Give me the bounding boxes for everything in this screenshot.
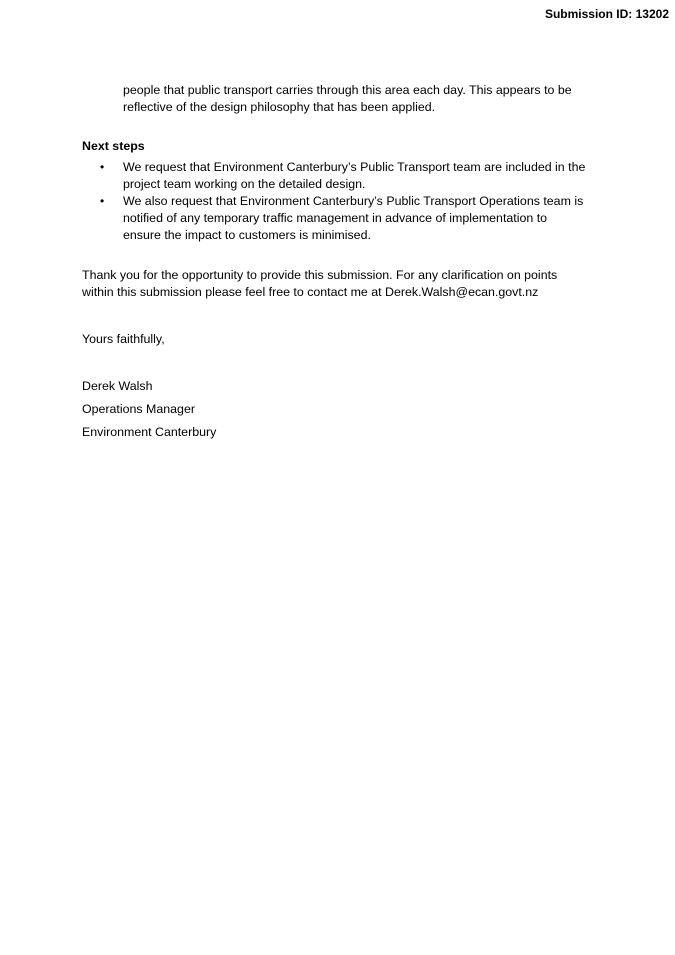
list-item-text-line: We request that Environment Canterbury’s Public Transport team are included in the [123, 160, 586, 174]
list-item-text-line: notified of any temporary traffic management in advance of implementation to [123, 211, 548, 225]
list-item-text-line: We also request that Environment Canterbury’s Public Transport Operations team is [123, 194, 584, 208]
thanks-text-line: Thank you for the opportunity to provide this submission. For any clarification on points [82, 268, 558, 282]
signatory-title: Operations Manager [82, 402, 195, 416]
list-item-text-line: ensure the impact to customers is minimised. [123, 228, 371, 242]
list-item-text-line: project team working on the detailed design. [123, 177, 366, 191]
signatory-organisation: Environment Canterbury [82, 425, 217, 439]
submission-id: Submission ID: 13202 [544, 7, 669, 21]
next-steps-list [82, 159, 612, 244]
list-item [82, 159, 612, 193]
bullet-icon: • [100, 194, 105, 208]
document-page [82, 82, 612, 441]
thanks-text-line: within this submission please feel free to contact me at Derek.Walsh@ecan.govt.nz [82, 285, 539, 299]
bullet-icon: • [100, 160, 105, 174]
continued-text-line: reflective of the design philosophy that has been applied. [123, 100, 436, 114]
thanks-paragraph [82, 267, 612, 301]
continued-text-line: people that public transport carries through this area each day. This appears to be [123, 83, 572, 97]
closing-salutation: Yours faithfully, [82, 332, 165, 346]
continued-paragraph [82, 82, 612, 116]
next-steps-heading: Next steps [82, 139, 145, 153]
signatory-name: Derek Walsh [82, 379, 153, 393]
list-item [82, 193, 612, 244]
